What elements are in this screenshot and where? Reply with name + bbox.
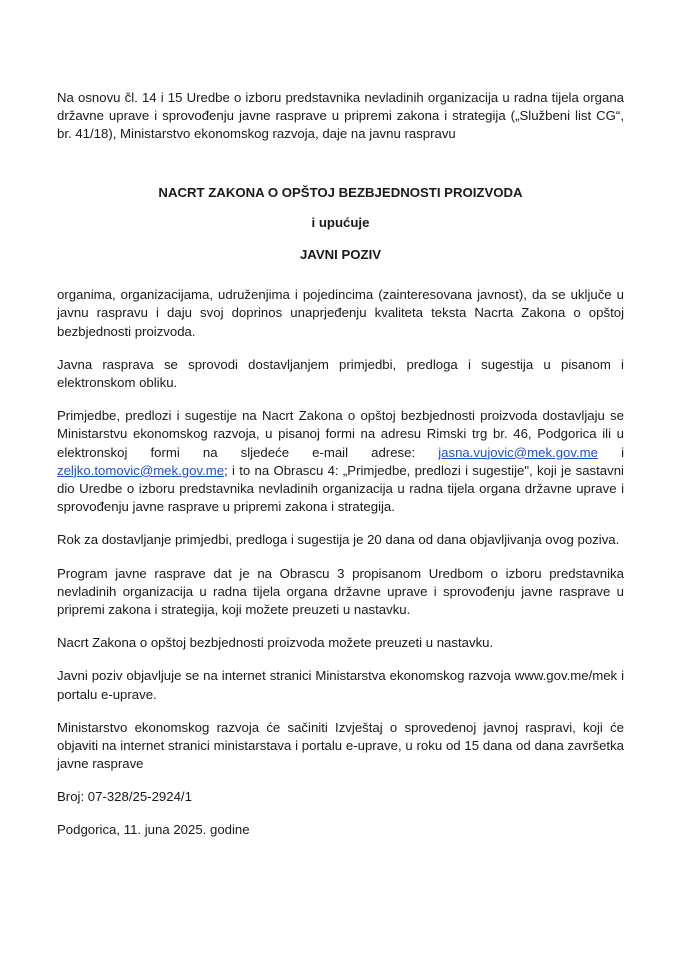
document-page — [57, 89, 624, 853]
call-heading: JAVNI POZIV — [299, 247, 382, 263]
paragraph-invitation: organima, organizacijama, udruženjima i pojedincima (zainteresovana javnost), da se uključe u javnu raspravu i daju svoj doprinos unaprjeđenju kvaliteta teksta Nacrta Zakona o opštoj bezbjednosti proizvoda. — [57, 287, 624, 339]
document-subtitle: i upućuje — [311, 214, 370, 230]
submission-text-between: i — [597, 444, 624, 460]
submission-text-after: ; i to na Obrascu 4: „Primjedbe, predlozi i sugestije", koji je sastavni dio Uredbe o izboru predstavnika nevladinih organizacija u radna tijela organa državne uprave i sprovođenju javne rasprave u pripremi zakona i strategija. — [57, 462, 624, 515]
paragraph-procedure: Javna rasprava se sprovodi dostavljanjem primjedbi, predloga i sugestija u pisanom i elektronskom obliku. — [57, 356, 624, 391]
paragraph-publication: Javni poziv objavljuje se na internet stranici Ministarstva ekonomskog razvoja www.gov.me/mek i portalu e-uprave. — [57, 668, 624, 702]
paragraph-deadline: Rok za dostavljanje primjedbi, predloga i sugestija je 20 dana od dana objavljivanja ovog poziva. — [57, 532, 620, 548]
document-date: Podgorica, 11. juna 2025. godine — [57, 821, 250, 837]
paragraph-submission — [57, 407, 624, 516]
paragraph-program: Program javne rasprave dat je na Obrascu 3 propisanom Uredbom o izboru predstavnika nevladinih organizacija u radna tijela organa državne uprave i sprovođenju javne rasprave u pripremi zakona i strategija, koji možete preuzeti u nastavku. — [57, 565, 624, 618]
paragraph-download: Nacrt Zakona o opštoj bezbjednosti proizvoda možete preuzeti u nastavku. — [57, 635, 494, 651]
reference-number: Broj: 07-328/25-2924/1 — [57, 789, 192, 805]
document-title: NACRT ZAKONA O OPŠTOJ BEZBJEDNOSTI PROIZVODA — [158, 184, 523, 200]
paragraph-report: Ministarstvo ekonomskog razvoja će sačiniti Izvještaj o sprovedenoj javnoj raspravi, koji će objaviti na internet stranici ministarstava i portalu e-uprave, u roku od 15 dana od dana završetka javne rasprave — [57, 719, 624, 772]
submission-text-before: Primjedbe, predlozi i sugestije na Nacrt Zakona o opštoj bezbjednosti proizvoda dostavljaju se Ministarstvu ekonomskog razvoja, u pisanoj formi na adresu Rimski trg br. 46, Podgorica ili u elektronskoj formi na sljedeće e-mail adrese: — [57, 408, 624, 460]
intro-paragraph: Na osnovu čl. 14 i 15 Uredbe o izboru predstavnika nevladinih organizacija u radna tijela organa državne uprave i sprovođenju javne rasprave u pripremi zakona i strategija („Službeni list CG“, br. 41/18), Ministarstvo ekonomskog razvoja, daje na javnu raspravu — [57, 90, 624, 142]
email-link-jasna[interactable]: jasna.vujovic@mek.gov.me — [438, 444, 598, 460]
email-link-zeljko[interactable]: zeljko.tomovic@mek.gov.me — [57, 462, 225, 478]
